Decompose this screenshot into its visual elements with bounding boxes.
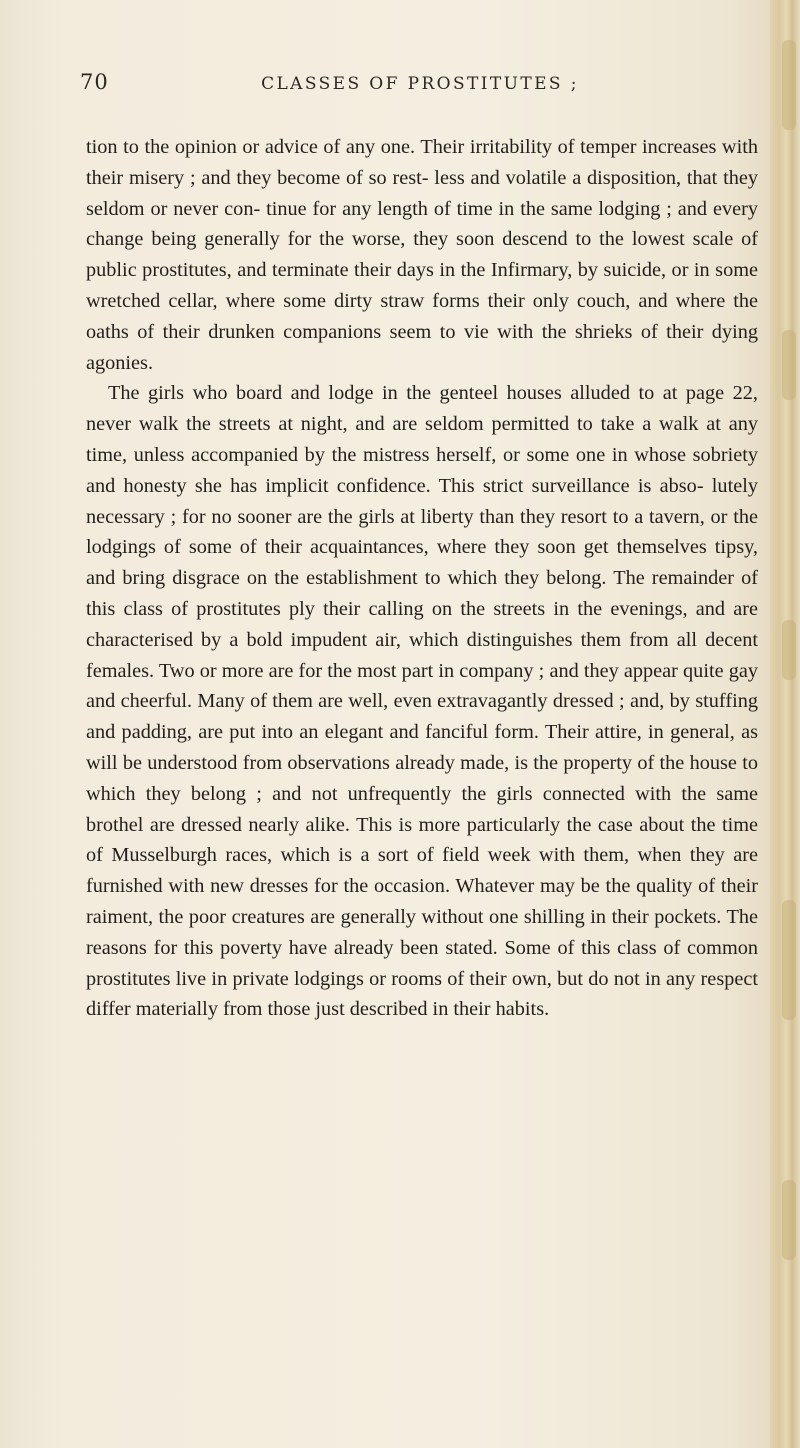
paragraph: tion to the opinion or advice of any one. Their irritability of temper increases with their misery ; and they become of so rest- less and volatile a disposition, that they seldom or never con- tinue for any length of time in the same lodging ; and every change being generally for the worse, they soon descend to the lowest scale of public prostitutes, and terminate their days in the Infirmary, by suicide, or in some wretched cellar, where some dirty straw forms their only couch, and where the oaths of their drunken companions seem to vie with the shrieks of their dying agonies.	[86, 136, 758, 374]
page-number: 70	[80, 70, 109, 94]
edge-stain	[782, 330, 796, 400]
edge-stain	[782, 620, 796, 680]
running-title: CLASSES OF PROSTITUTES ;	[261, 74, 579, 94]
edge-stain	[782, 900, 796, 1020]
edge-stain	[782, 40, 796, 130]
paragraph: The girls who board and lodge in the genteel houses alluded to at page 22, never walk the streets at night, and are seldom permitted to take a walk at any time, unless accompanied by the mistress herself, or some one in whose sobriety and honesty she has implicit confidence. This strict surveillance is abso- lutely necessary ; for no sooner are the girls at liberty than they resort to a tavern, or the lodgings of some of their acquaintances, where they soon get themselves tipsy, and bring disgrace on the establishment to which they belong. The remainder of this class of prostitutes ply their calling on the streets in the evenings, and are characterised by a bold impudent air, which distinguishes them from all decent females. Two or more are for the most part in company ; and they appear quite gay and cheerful. Many of them are well, even extravagantly dressed ; and, by stuffing and padding, are put into an elegant and fanciful form. Their attire, in general, as will be understood from observations already made, is the property of the house to which they belong ; and not unfrequently the girls connected with the same brothel are dressed nearly alike. This is more particularly the case about the time of Musselburgh races, which is a sort of field week with them, when they are furnished with new dresses for the occasion. Whatever may be the quality of their raiment, the poor creatures are generally without one shilling in their pockets. The reasons for this poverty have already been stated. Some of this class of common prostitutes live in private lodgings or rooms of their own, but do not in any respect differ materially from those just described in their habits.	[86, 382, 758, 1021]
page-edge	[770, 0, 800, 1448]
running-header	[56, 70, 736, 110]
body-text	[86, 132, 758, 1025]
edge-stain	[782, 1180, 796, 1260]
